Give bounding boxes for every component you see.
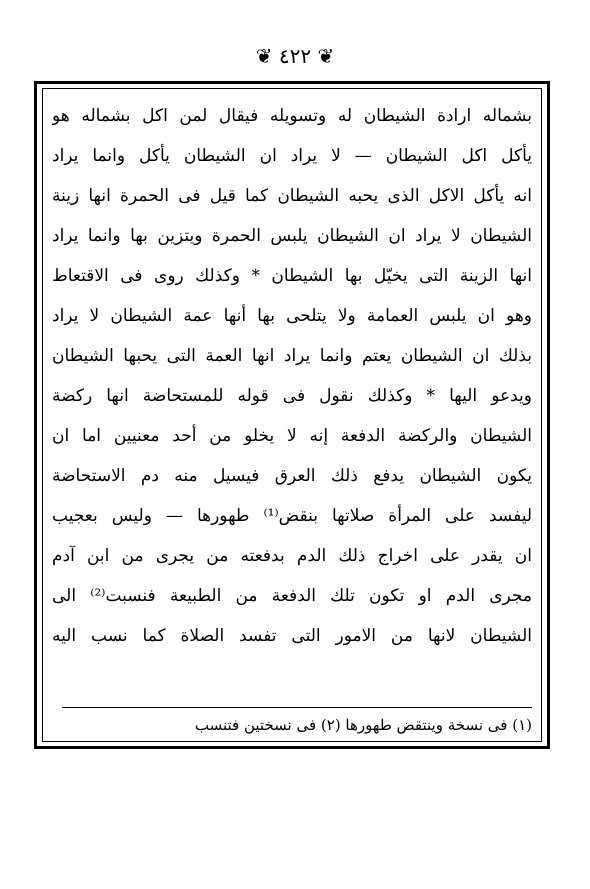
text-line: انه يأكل الاكل الذى يحبه الشيطان كما قيل فى الحمرة انها زينة — [52, 186, 532, 206]
text-line: مجرى الدم او تكون تلك الدفعة من الطبيعة فنسبت⁽²⁾ الى — [52, 586, 532, 606]
text-line: انها الزينة التى يخيّل بها الشيطان * وكذلك روى فى الاقتعاط — [52, 266, 532, 286]
text-line: يكون الشيطان يدفع ذلك العرق فيسيل منه دم الاستحاضة — [52, 466, 532, 486]
text-line: الشيطان لا يراد ان الشيطان يلبس الحمرة ويتزين بها وانما يراد — [52, 226, 532, 246]
text-line: ان يقدر على اخراج ذلك الدم بدفعته من يجرى من ابن آدم — [52, 546, 532, 566]
text-line: يأكل اكل الشيطان — لا يراد ان الشيطان يأكل وانما يراد — [52, 146, 532, 166]
body-text — [52, 96, 532, 656]
page-number: ❦ ٤٢٢ ❦ — [255, 44, 335, 68]
text-line: الشيطان والركضة الدفعة إنه لا يخلو من أحد معنيين اما ان — [52, 426, 532, 446]
text-line: ويدعو اليها * وكذلك نقول فى قوله للمستحاضة انها ركضة — [52, 386, 532, 406]
text-line: ليفسد على المرأة صلاتها بنقض⁽¹⁾ طهورها — وليس بعجيب — [52, 506, 532, 526]
footnote: (١) فى نسخة وينتقض طهورها (٢) فى نسختين فتنسب — [194, 716, 532, 734]
text-line: الشيطان لانها من الامور التى تفسد الصلاة كما نسب اليه — [52, 626, 532, 646]
footnote-divider — [62, 707, 532, 708]
text-line: بذلك ان الشيطان يعتم وانما يراد انها العمة التى يحبها الشيطان — [52, 346, 532, 366]
text-line: وهو ان يلبس العمامة ولا يتلحى بها أنها عمة الشيطان لا يراد — [52, 306, 532, 326]
text-line: بشماله ارادة الشيطان له وتسويله فيقال لمن اكل بشماله هو — [52, 106, 532, 126]
